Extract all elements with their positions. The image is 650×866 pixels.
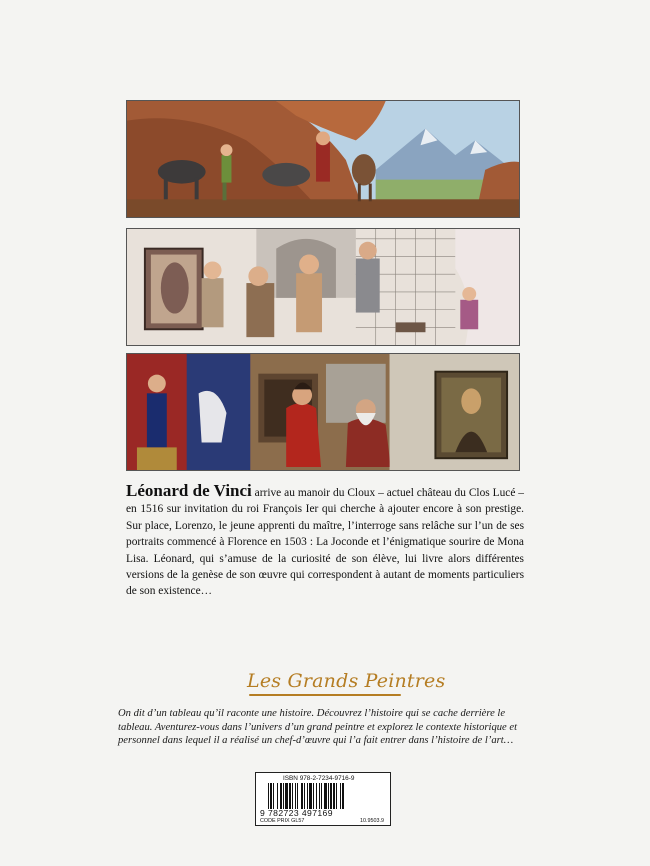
comic-panel-mountain-path <box>126 100 520 218</box>
series-logo-text: Les Grands Peintres <box>247 670 446 692</box>
product-number: 10.9503.9 <box>360 818 384 824</box>
isbn-text: ISBN 978-2-7234-9716-9 <box>283 775 355 782</box>
comic-panel-workshop <box>126 228 520 346</box>
barcode-bars <box>268 783 384 809</box>
ean-number: 9 782723 497169 <box>260 808 333 818</box>
barcode-label <box>255 772 391 826</box>
series-logo-underline <box>249 694 401 696</box>
comic-panel-mona-lisa <box>126 353 520 471</box>
series-logo <box>247 670 446 700</box>
summary-text: arrive au manoir du Cloux – actuel château du Clos Lucé – en 1516 sur invitation du roi François Ier qui cherche à ajouter encore à son prestige. Sur place, Lorenzo, le jeune apprenti du maître, l’interroge sans relâche sur l’un de ses portraits commencé à Florence en 1503 : La Joconde et l’énigmatique sourire de Mona Lisa. Léonard, qui s’amuse de la curiosité de son élève, lui livre alors différentes versions de la genèse de son œuvre qui correspondent à autant de moments particuliers de son existence… <box>126 487 524 598</box>
series-tagline: On dit d’un tableau qu’il raconte une histoire. Découvrez l’histoire qui se cache derrière le tableau. Aventurez-vous dans l’univers d’un grand peintre et explorez le contexte historique et personnel dans lequel il a réalisé un chef-d’œuvre qui l’a fait entrer dans l’histoire de l’art… <box>118 708 518 747</box>
summary-title: Léonard de Vinci <box>126 481 252 500</box>
back-cover-summary <box>126 483 524 600</box>
price-code: CODE PRIX GL57 <box>260 818 305 824</box>
